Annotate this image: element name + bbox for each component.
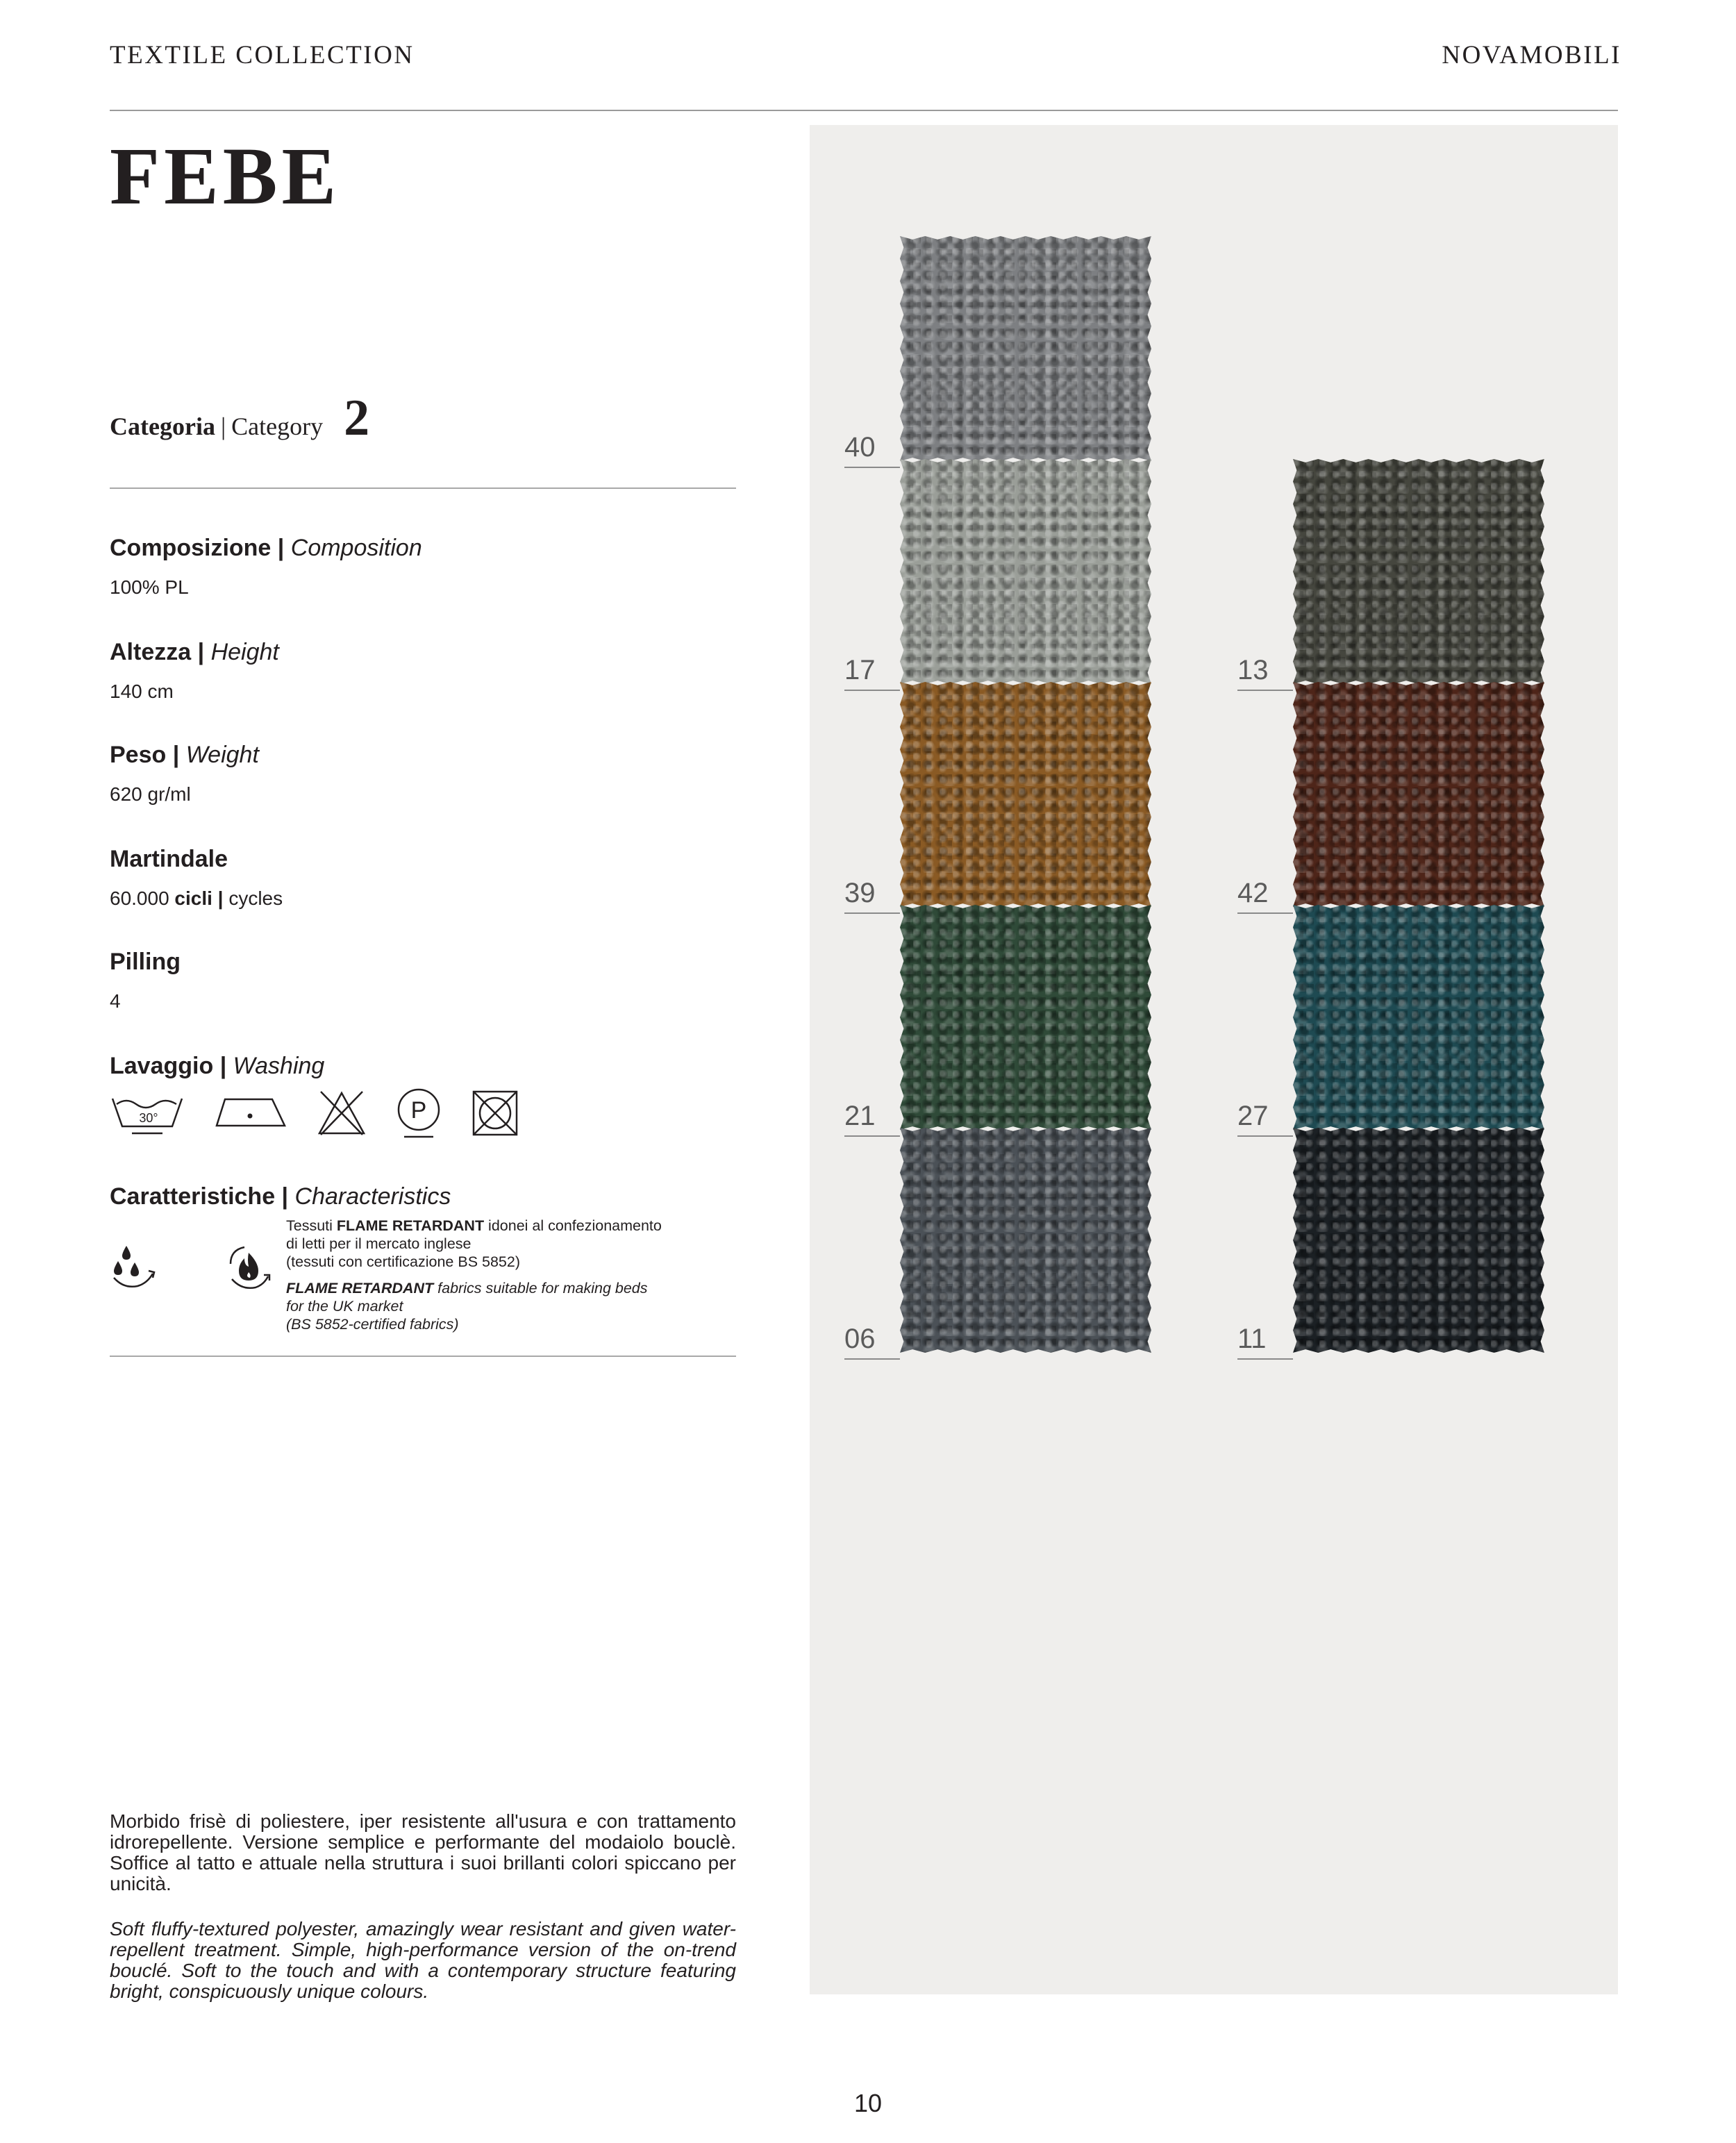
martindale-value xyxy=(110,887,283,910)
fabric-swatch xyxy=(900,459,1151,684)
swatch-code-underline xyxy=(844,690,900,691)
swatch-code: 39 xyxy=(844,878,876,908)
char-it-post: idonei al confezionamento xyxy=(484,1217,662,1234)
category-row xyxy=(110,389,369,448)
water-repellent-icon xyxy=(110,1243,158,1295)
fabric-swatch xyxy=(1293,905,1544,1130)
martindale-number: 60.000 xyxy=(110,887,169,909)
height-label-en: Height xyxy=(210,639,279,665)
char-en-bold: FLAME RETARDANT xyxy=(286,1280,434,1296)
swatch-code-underline xyxy=(1237,1358,1293,1360)
description-en: Soft fluffy-textured polyester, amazingly wear resistant and given water-repellent treatment. Simple, high-performance version of the on-trend bouclé. Soft to the touch and with a contemporary structure featuring bright, conspicuously unique colours. xyxy=(110,1918,736,2002)
char-it-line2: di letti per il mercato inglese xyxy=(286,1235,471,1252)
fabric-swatch xyxy=(1293,459,1544,684)
swatch-code: 40 xyxy=(844,432,876,462)
composition-label xyxy=(110,535,422,562)
char-it-pre: Tessuti xyxy=(286,1217,337,1234)
composition-value: 100% PL xyxy=(110,576,189,598)
char-it-line3: (tessuti con certificazione BS 5852) xyxy=(286,1253,520,1270)
fabric-swatch xyxy=(900,236,1151,461)
category-label-it: Categoria xyxy=(110,412,215,440)
weight-value: 620 gr/ml xyxy=(110,783,191,805)
washing-label-en: Washing xyxy=(233,1053,325,1079)
description-it: Morbido frisè di poliestere, iper resistente all'usura e con trattamento idrorepellente. Versione semplice e performante del modaiolo bouclè. Soffice al tatto e attuale nella struttura i suoi brillanti colori spiccano per unicità. xyxy=(110,1810,736,1894)
characteristics-text xyxy=(286,1217,717,1342)
characteristics-text-en xyxy=(286,1279,717,1333)
page-number: 10 xyxy=(853,2089,883,2117)
char-en-post: fabrics suitable for making beds xyxy=(433,1280,648,1296)
no-bleach-icon xyxy=(317,1089,367,1137)
swatch-code: 21 xyxy=(844,1101,876,1131)
swatch-code: 06 xyxy=(844,1324,876,1354)
pilling-value: 4 xyxy=(110,990,121,1012)
swatch-code: 42 xyxy=(1237,878,1269,908)
iron-low-icon xyxy=(212,1092,289,1134)
section-title: TEXTILE COLLECTION xyxy=(110,41,415,69)
char-it-bold: FLAME RETARDANT xyxy=(336,1217,485,1234)
wash-temperature: 30° xyxy=(139,1111,158,1125)
washing-icons xyxy=(110,1087,519,1139)
height-label-it: Altezza | xyxy=(110,639,205,665)
brand-name: NOVAMOBILI xyxy=(1442,41,1621,69)
category-divider xyxy=(110,487,736,489)
weight-label-en: Weight xyxy=(185,742,259,768)
characteristics-label xyxy=(110,1183,451,1210)
martindale-label: Martindale xyxy=(110,846,228,872)
washing-label-it: Lavaggio | xyxy=(110,1053,227,1079)
weight-label xyxy=(110,742,259,769)
fabric-swatch xyxy=(900,905,1151,1130)
header-divider xyxy=(110,110,1618,111)
swatch-code-underline xyxy=(1237,690,1293,691)
martindale-unit-en: cycles xyxy=(228,887,283,909)
fabric-swatch xyxy=(900,682,1151,907)
fabric-swatch xyxy=(1293,1128,1544,1353)
swatch-code-underline xyxy=(1237,912,1293,914)
fabric-swatch xyxy=(1293,682,1544,907)
fabric-swatch xyxy=(900,1128,1151,1353)
char-en-line3: (BS 5852-certified fabrics) xyxy=(286,1316,459,1333)
swatch-code: 17 xyxy=(844,655,876,685)
characteristics-label-it: Caratteristiche | xyxy=(110,1183,289,1210)
category-label-en: Category xyxy=(231,412,324,440)
height-label xyxy=(110,639,279,666)
swatch-code-underline xyxy=(1237,1135,1293,1137)
washing-label xyxy=(110,1053,324,1080)
no-tumble-dry-icon xyxy=(471,1089,519,1137)
dry-clean-p-icon xyxy=(394,1087,443,1139)
characteristics-label-en: Characteristics xyxy=(294,1183,451,1210)
swatch-code-underline xyxy=(844,912,900,914)
weight-label-it: Peso | xyxy=(110,742,180,768)
characteristics-text-it xyxy=(286,1217,717,1271)
wash-30-icon xyxy=(110,1089,185,1137)
category-separator: | xyxy=(220,412,226,440)
height-value: 140 cm xyxy=(110,681,174,702)
swatch-code-underline xyxy=(844,1135,900,1137)
product-title: FEBE xyxy=(110,131,341,222)
swatch-code: 11 xyxy=(1237,1324,1267,1354)
pilling-label: Pilling xyxy=(110,949,181,975)
swatch-code: 13 xyxy=(1237,655,1269,685)
characteristics-divider xyxy=(110,1356,736,1357)
char-en-line2: for the UK market xyxy=(286,1298,403,1315)
composition-label-it: Composizione | xyxy=(110,535,285,561)
dry-clean-letter: P xyxy=(410,1097,427,1124)
characteristics-icons xyxy=(110,1243,274,1295)
category-value: 2 xyxy=(344,390,370,447)
swatch-code: 27 xyxy=(1237,1101,1269,1131)
swatch-code-underline xyxy=(844,467,900,468)
composition-label-en: Composition xyxy=(290,535,422,561)
martindale-unit-it: cicli | xyxy=(174,887,224,909)
swatch-code-underline xyxy=(844,1358,900,1360)
flame-retardant-icon xyxy=(224,1243,274,1295)
